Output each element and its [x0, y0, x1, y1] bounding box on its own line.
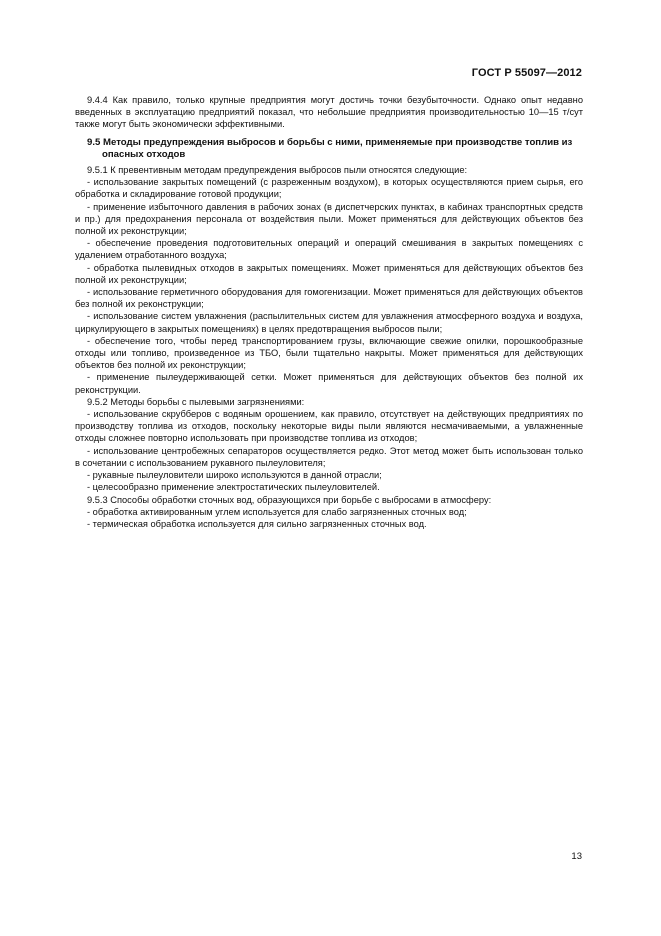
page-number: 13 [571, 851, 582, 862]
list-item: - целесообразно применение электростатических пылеуловителей. [87, 482, 380, 493]
list-item: - использование систем увлажнения (распылительных систем для увлажнения атмосферного воздуха и воздуха, циркулирующего в закрытых помещениях) в целях предотвращения выбросов пыли; [75, 311, 583, 334]
list-item: - применение пылеудерживающей сетки. Может применяться для действующих объектов без полной их реконструкции. [75, 372, 583, 395]
list-item: - термическая обработка используется для сильно загрязненных сточных вод. [87, 518, 427, 529]
list-item: - обеспечение того, чтобы перед транспортированием грузы, включающие свежие опилки, порошкообразные отходы или топливо, произведенное из ТБО, были тщательно накрыты. Может применяться для действующих объектов без полной их реконструкции; [75, 335, 583, 371]
paragraph-9-4-4: 9.4.4 Как правило, только крупные предприятия могут достичь точки безубыточности. Однако опыт недавно введенных в эксплуатацию предприятий показал, что небольшие предприятия производительностью 10—15 т/сут также могут быть экономически эффективными. [75, 95, 583, 130]
section-heading-9-5: 9.5 Методы предупреждения выбросов и борьбы с ними, применяемые при производстве топлив из опасных отходов [87, 136, 573, 160]
paragraph-9-5-1: 9.5.1 К превентивным методам предупреждения выбросов пыли относятся следующие: [87, 165, 468, 176]
list-item: - применение избыточного давления в рабочих зонах (в диспетчерских пунктах, в кабинах транспортных средств и пр.) для предохранения персонала от воздействия пыли. Может применяться для действующих объектов без полной их реконструкции; [75, 201, 583, 237]
list-item: - обработка активированным углем используется для слабо загрязненных сточных вод; [87, 506, 467, 517]
list-item: - использование герметичного оборудования для гомогенизации. Может применяться для действующих объектов без полной их реконструкции; [75, 287, 583, 310]
page-body [75, 94, 583, 530]
standard-number-header: ГОСТ Р 55097—2012 [471, 67, 582, 79]
list-item: - использование закрытых помещений (с разреженным воздухом), в которых осуществляются прием сырья, его обработка и складирование готовой продукции; [75, 177, 583, 200]
paragraph-9-5-2: 9.5.2 Методы борьбы с пылевыми загрязнениями: [87, 396, 305, 407]
paragraph-9-5-3: 9.5.3 Способы обработки сточных вод, образующихся при борьбе с выбросами в атмосферу: [87, 494, 492, 505]
list-item: - использование скрубберов с водяным орошением, как правило, отсутствует на действующих предприятиях по производству топлива из отходов, поскольку некоторые виды пыли являются несмачиваемыми, а увлажненные отходы сложнее повторно использовать при производстве топлива из отходов; [75, 409, 583, 444]
list-item: - использование центробежных сепараторов осуществляется редко. Этот метод может быть использован только в сочетании с использованием рукавного пылеуловителя; [75, 445, 583, 468]
list-item: - обработка пылевидных отходов в закрытых помещениях. Может применяться для действующих объектов без полной их реконструкции; [75, 262, 583, 285]
list-item: - рукавные пылеуловители широко используются в данной отрасли; [87, 470, 382, 481]
list-item: - обеспечение проведения подготовительных операций и операций смешивания в закрытых помещениях с удалением отработанного воздуха; [75, 238, 583, 261]
